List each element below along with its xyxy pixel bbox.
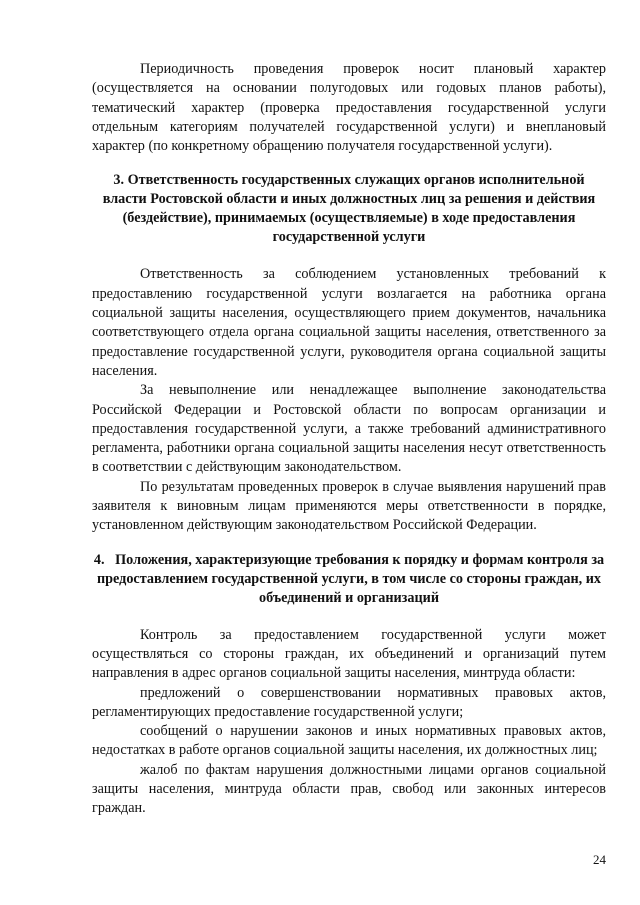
section-4-list-item: предложений о совершенствовании нормативных правовых актов, регламентирующих предоставление государственной услуги;: [92, 684, 606, 720]
section-4-list-item: сообщений о нарушении законов и иных нормативных правовых актов, недостатках в работе органов социальной защиты населения, их должностных лиц;: [92, 723, 606, 759]
section-4-list-item: жалоб по фактам нарушения должностными лицами органов социальной защиты населения, минтруда области прав, свобод или законных интересов граждан.: [92, 761, 606, 817]
section-4-heading: 4. Положения, характеризующие требования к порядку и формам контроля за предоставлением государственной услуги, в том числе со стороны граждан, их объединений и организаций: [93, 551, 608, 606]
paragraph-inspection-frequency: Периодичность проведения проверок носит плановый характер (осуществляется на основании полугодовых или годовых планов работы), тематический характер (проверка предоставления государственной услуги отдельным категориям получателей государственной услуги) и внеплановый характер (по конкретному обращению получателя государственной услуги).: [92, 61, 606, 155]
section-3-heading: 3. Ответственность государственных служащих органов исполнительной власти Ростовской области и иных должностных лиц за решения и действия (бездействие), принимаемых (осуществляемые) в ходе предоставления государственной услуги: [102, 172, 596, 246]
section-3-paragraph: Ответственность за соблюдением установленных требований к предоставлению государственной услуги возлагается на работника органа социальной защиты населения, осуществляющего прием документов, начальника соответствующего отдела органа социальной защиты населения, ответственного за предоставление государственной услуги, руководителя органа социальной защиты населения.: [92, 266, 606, 379]
section-3-paragraph: По результатам проведенных проверок в случае выявления нарушений прав заявителя к виновным лицам применяются меры ответственности в порядке, установленном действующим законодательством Российской Федерации.: [92, 478, 606, 534]
page-content: [92, 60, 606, 819]
section-4-paragraph: Контроль за предоставлением государственной услуги может осуществляться со стороны граждан, их объединений и организаций путем направления в адрес органов социальной защиты населения, минтруда области:: [92, 626, 606, 682]
page-number: 24: [593, 852, 606, 867]
section-3-paragraph: За невыполнение или ненадлежащее выполнение законодательства Российской Федерации и Ростовской области по вопросам организации и предоставления государственной услуги, а также требований административного регламента, работники органа социальной защиты населения несут ответственность в соответствии с действующим законодательством.: [92, 382, 606, 476]
